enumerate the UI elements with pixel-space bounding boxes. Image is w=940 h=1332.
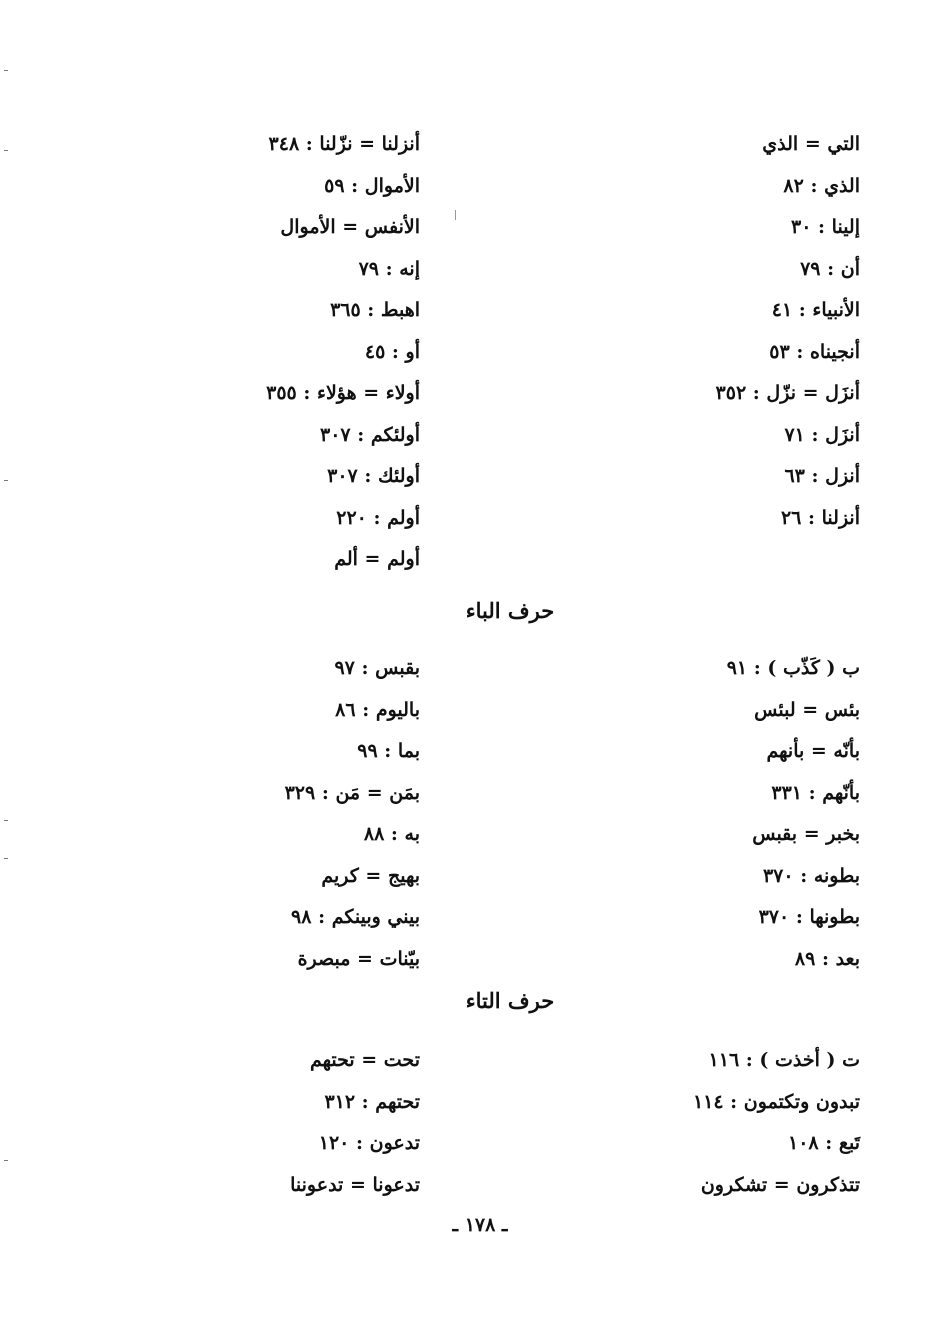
index-entry: به : ٨٨ — [363, 823, 420, 845]
index-entry: بطونها : ٣٧٠ — [758, 906, 860, 928]
index-entry: بيني وبينكم : ٩٨ — [291, 906, 420, 928]
index-entry: أولم = ألم — [334, 548, 420, 570]
index-entry: التي = الذي — [762, 133, 860, 155]
scan-artifact — [4, 480, 8, 481]
index-entry: تحتهم : ٣١٢ — [324, 1090, 420, 1113]
scan-artifact — [4, 150, 8, 151]
section-heading-baa: حرف الباء — [465, 598, 555, 623]
index-entry: تدعون : ١٢٠ — [318, 1132, 420, 1154]
scan-artifact — [455, 210, 456, 220]
index-entry: بطونه : ٣٧٠ — [762, 864, 860, 887]
index-entry: بهيج = كريم — [321, 864, 420, 887]
index-entry: بيّنات = مبصرة — [297, 947, 420, 970]
index-entry: أولئك : ٣٠٧ — [327, 465, 420, 487]
index-entry: إلينا : ٣٠ — [791, 216, 860, 238]
index-entry: بقبس : ٩٧ — [334, 657, 420, 679]
scan-artifact — [4, 820, 8, 821]
index-entry: الأنبياء : ٤١ — [771, 299, 860, 321]
index-entry: بما : ٩٩ — [357, 740, 420, 762]
index-entry: تدعونا = تدعوننا — [290, 1173, 420, 1196]
index-column-right — [560, 1040, 860, 1206]
page-number: ـ ١٧٨ ـ — [452, 1214, 508, 1236]
index-entry: أنزل : ٦٣ — [784, 465, 860, 487]
index-entry: بئس = لبئس — [754, 698, 860, 721]
index-entry: بخبر = بقبس — [752, 823, 860, 845]
index-entry: ت ( أخذت ) : ١١٦ — [708, 1049, 860, 1071]
scan-artifact — [4, 70, 8, 71]
index-entry: أنزلنا = نزّلنا : ٣٤٨ — [268, 133, 420, 155]
index-entry: تحت = تحتهم — [309, 1049, 420, 1071]
index-column-left — [100, 124, 420, 581]
index-entry: باليوم : ٨٦ — [335, 698, 420, 721]
index-entry: ب ( كَذّب ) : ٩١ — [726, 657, 860, 679]
index-entry: أنزَل = نزّل : ٣٥٢ — [715, 382, 860, 404]
index-entry: اهبط : ٣٦٥ — [330, 299, 420, 321]
index-entry: تَبع : ١٠٨ — [787, 1132, 860, 1154]
index-column-left — [100, 1040, 420, 1206]
index-entry: بأنّه = بأنهم — [766, 740, 860, 762]
index-entry: بأنّهم : ٣٣١ — [771, 781, 860, 804]
index-entry: الأنفس = الأموال — [280, 216, 420, 238]
index-entry: تتذكرون = تشكرون — [700, 1173, 860, 1196]
index-entry: بمَن = مَن : ٣٢٩ — [284, 781, 420, 804]
index-column-right — [560, 648, 860, 980]
index-entry: أن : ٧٩ — [800, 257, 860, 280]
scan-artifact — [4, 1160, 8, 1161]
index-column-right — [560, 124, 860, 539]
section-heading-taa: حرف التاء — [465, 988, 555, 1013]
index-entry: تبدون وتكتمون : ١١٤ — [692, 1090, 860, 1113]
index-entry: أنجيناه : ٥٣ — [769, 340, 860, 363]
index-entry: الذي : ٨٢ — [783, 174, 860, 197]
index-entry: إنه : ٧٩ — [358, 257, 420, 280]
index-entry: الأموال : ٥٩ — [324, 174, 420, 197]
index-entry: أولاء = هؤلاء : ٣٥٥ — [266, 382, 420, 404]
scan-artifact — [4, 858, 8, 859]
index-entry: أولئكم : ٣٠٧ — [320, 423, 420, 446]
index-entry: أولم : ٢٢٠ — [336, 506, 420, 529]
index-entry: بعد : ٨٩ — [794, 947, 860, 970]
index-entry: أنزَل : ٧١ — [784, 423, 860, 446]
index-entry: أو : ٤٥ — [364, 340, 420, 363]
index-column-left — [100, 648, 420, 980]
index-entry: أنزلنا : ٢٦ — [780, 506, 860, 529]
